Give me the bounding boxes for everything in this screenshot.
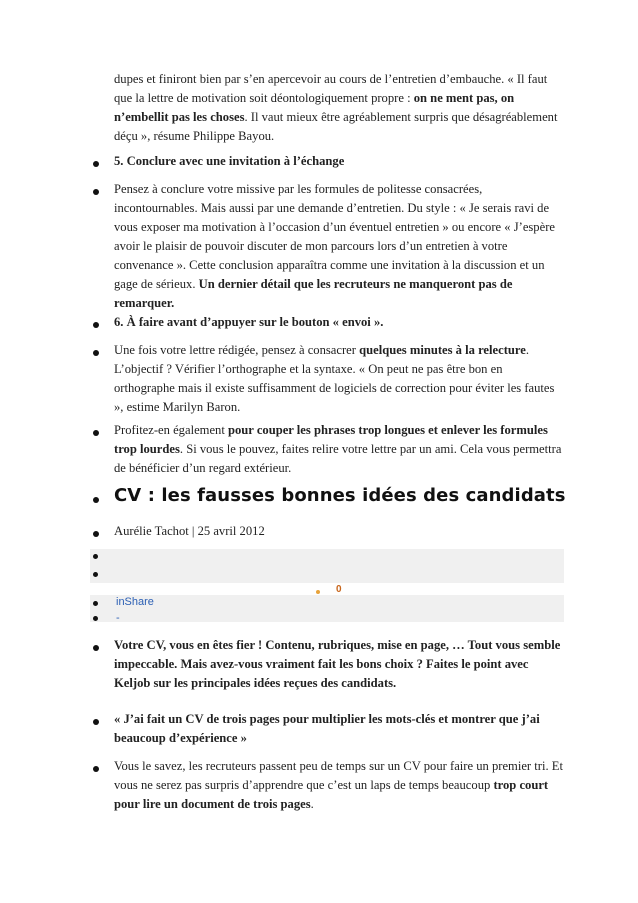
section-6-title: 6. À faire avant d’appuyer sur le bouton « envoi ». [114, 315, 384, 329]
intro-bold-1: on ne ment pas, on n’embellit pas les choses [114, 91, 515, 124]
bullet-icon [93, 497, 99, 503]
inshare-link[interactable]: inShare [116, 596, 154, 608]
bullet-icon [93, 601, 98, 606]
section-6-p1-bold: quelques minutes à la relecture [359, 343, 526, 357]
bullet-icon [93, 531, 99, 537]
bullet-icon [93, 350, 99, 356]
section-6-p2-bold: pour couper les phrases trop longues et enlever les formules trop lourdes [114, 423, 548, 456]
section-5-bold: Un dernier détail que les recruteurs ne manqueront pas de remarquer. [114, 277, 513, 310]
article-lead: Votre CV, vous en êtes fier ! Contenu, rubriques, mise en page, … Tout vous semble impeccable. Mais avez-vous vraiment fait les bons choix ? Faites le point avec Keljob sur les principales idées reçues des candidats. [114, 638, 561, 690]
section-5-text: Pensez à conclure votre missive par les formules de politesse consacrées, incontournables. Mais aussi par une demande d’entretien. Du style : « Je serais ravi de vous exposer ma motivation à l’occasion d’un éventuel entretien » ou encore « J’espère avoir le plaisir de pouvoir discuter de mon parcours lors d’un entretien à votre convenance ». Cette conclusion apparaîtra comme une invitation à la discussion et un gage de sérieux. [114, 182, 555, 291]
bullet-icon [93, 189, 99, 195]
bullet-icon [93, 616, 98, 621]
final-paragraph [114, 757, 566, 814]
final-text-1: Vous le savez, les recruteurs passent peu de temps sur un CV pour faire un premier tri. Et vous ne serez pas surpris d’apprendre que c’est un laps de temps beaucoup [114, 759, 563, 792]
section-6-p2-text-1: Profitez-en également [114, 423, 228, 437]
quote-heading: « J’ai fait un CV de trois pages pour multiplier les mots-clés et montrer que j’ai beaucoup d’expérience » [114, 712, 540, 745]
final-text-2: . [310, 797, 314, 811]
section-5-body [114, 180, 566, 313]
section-6-p2-text-2: . Si vous le pouvez, faites relire votre lettre par un ami. Cela vous permettra de bénéficier d’un regard extérieur. [114, 442, 562, 475]
bullet-icon [93, 322, 99, 328]
section-6-paragraph-1 [114, 341, 566, 417]
article-title: CV : les fausses bonnes idées des candidats [114, 485, 566, 506]
bullet-icon [93, 645, 99, 651]
intro-text-2: . Il vaut mieux être agréablement surpris que désagréablement déçu », résume Philippe Bayou. [114, 110, 558, 143]
final-bold: trop court pour lire un document de trois pages [114, 778, 549, 811]
bullet-icon [93, 766, 99, 772]
bullet-icon [93, 719, 99, 725]
share-count-icon [316, 590, 320, 594]
share-link-dash[interactable]: - [116, 612, 120, 624]
bullet-icon [93, 430, 99, 436]
section-5-title: 5. Conclure avec une invitation à l’échange [114, 154, 345, 168]
section-6-p1-text-2: . L’objectif ? Vérifier l’orthographe et la syntaxe. « On peut ne pas être bon en orthographe mais il existe suffisamment de logiciels de correction pour éviter les fautes », estime Marilyn Baron. [114, 343, 555, 414]
share-count: 0 [336, 584, 342, 595]
bullet-icon [93, 554, 98, 559]
linkedin-share-bar [90, 595, 564, 622]
section-6-paragraph-2 [114, 421, 566, 478]
bullet-icon [93, 572, 98, 577]
social-share-bar [90, 549, 564, 583]
section-6-p1-text-1: Une fois votre lettre rédigée, pensez à consacrer [114, 343, 360, 357]
bullet-icon [93, 161, 99, 167]
article-byline: Aurélie Tachot | 25 avril 2012 [114, 524, 265, 538]
intro-text-1: dupes et finiront bien par s’en apercevoir au cours de l’entretien d’embauche. « Il faut que la lettre de motivation soit déontologiquement propre : [114, 72, 548, 105]
intro-paragraph [114, 70, 566, 146]
